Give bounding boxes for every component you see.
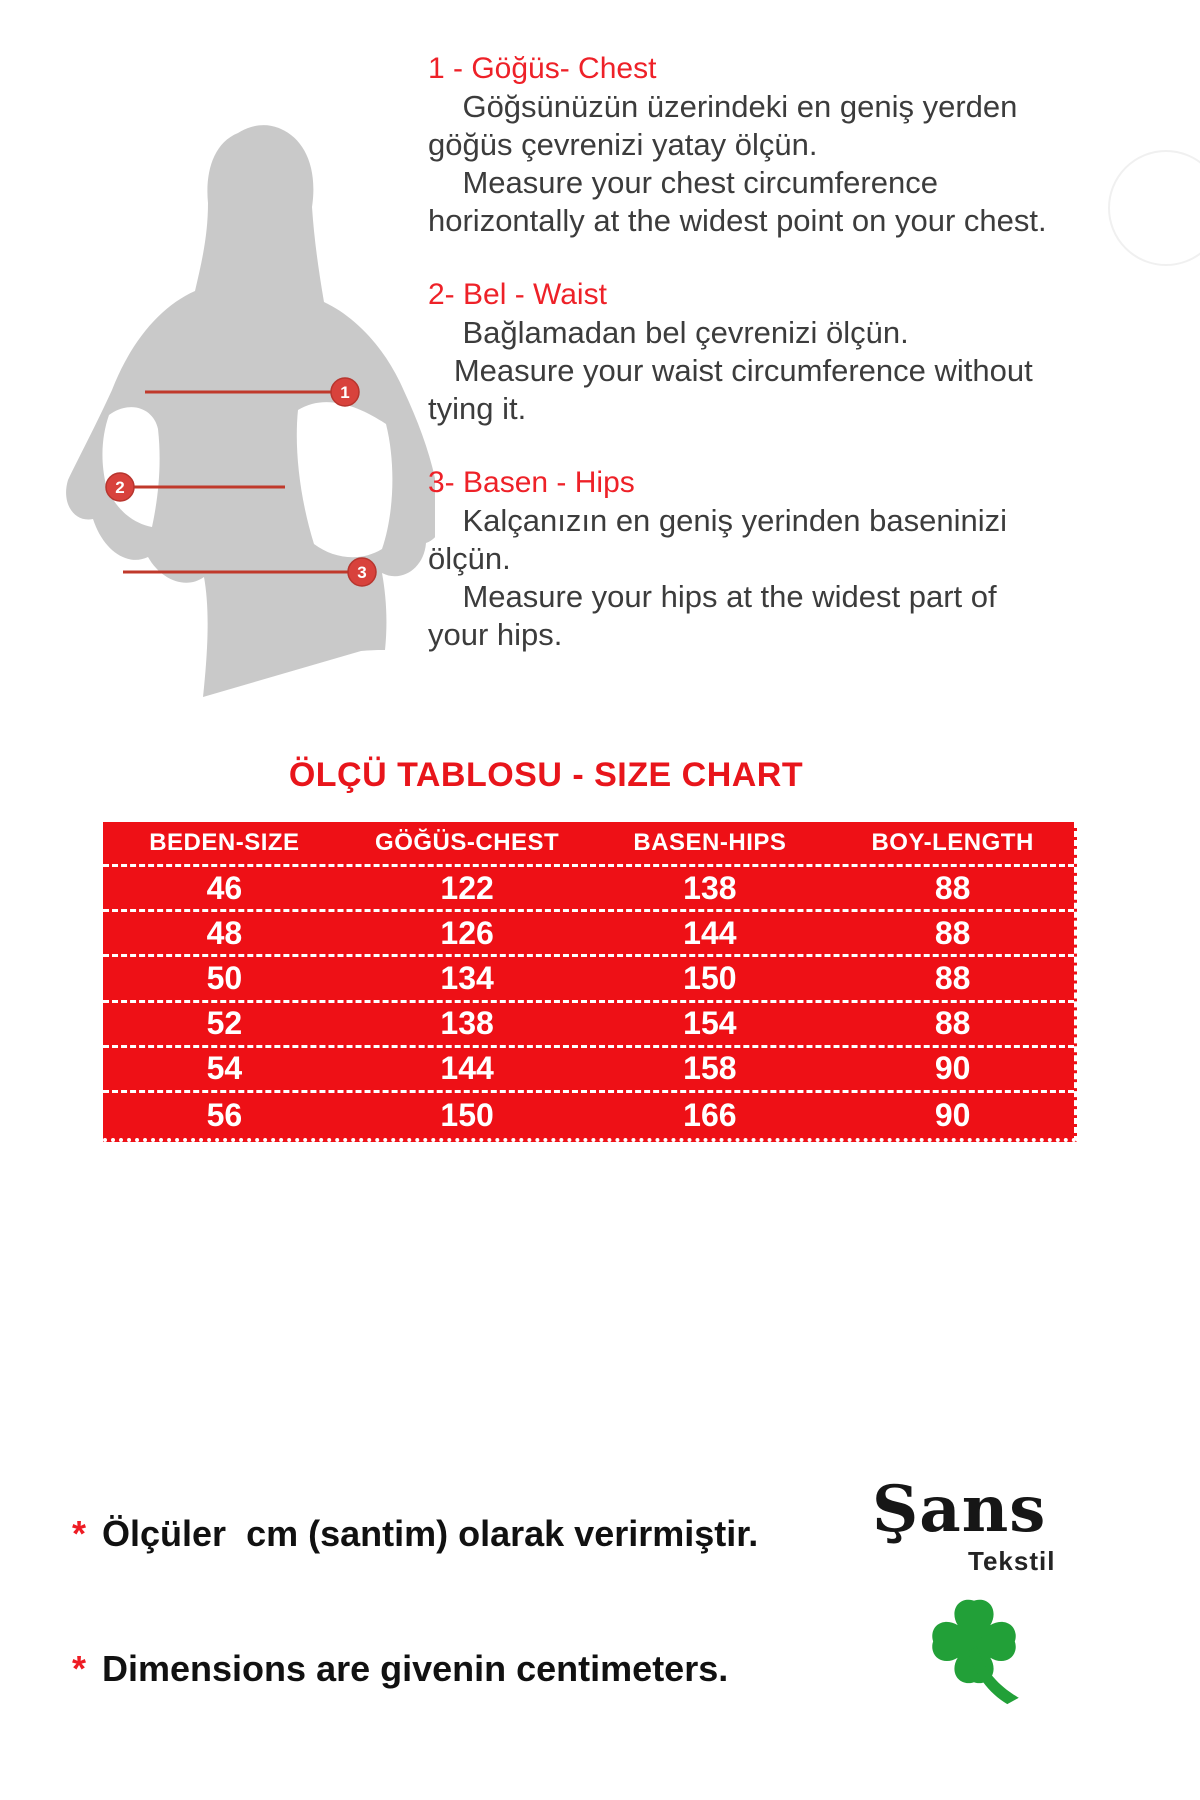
table-row <box>103 912 1074 957</box>
header-cell-length: BOY-LENGTH <box>871 829 1034 857</box>
section-waist <box>428 276 1200 428</box>
section-waist-heading: 2- Bel - Waist <box>428 278 607 311</box>
cell-chest: 126 <box>440 914 494 951</box>
clover-icon <box>908 1580 1040 1708</box>
cell-chest: 150 <box>440 1096 494 1133</box>
asterisk-marker: * <box>72 1648 87 1689</box>
instruction-line: horizontally at the widest point on your chest. <box>428 203 1047 238</box>
cell-size: 50 <box>206 959 243 996</box>
instruction-line: göğüs çevrenizi yatay ölçün. <box>428 127 818 162</box>
cell-size: 56 <box>206 1096 243 1133</box>
note-text: Ölçüler cm (santim) olarak verirmiştir. <box>102 1513 759 1554</box>
table-row <box>103 957 1074 1002</box>
cell-length: 88 <box>934 914 971 951</box>
table-row <box>103 1003 1074 1048</box>
instruction-line: Measure your hips at the widest part of <box>428 579 997 614</box>
instruction-line: Kalçanızın en geniş yerinden baseninizi <box>428 503 1008 538</box>
cell-chest: 138 <box>440 1005 494 1042</box>
section-chest-heading: 1 - Göğüs- Chest <box>428 52 657 85</box>
cell-length: 88 <box>934 959 971 996</box>
cell-size: 48 <box>206 914 243 951</box>
measurement-figure <box>55 93 435 705</box>
cell-size: 54 <box>206 1050 243 1087</box>
cell-hips: 144 <box>683 914 737 951</box>
cell-length: 88 <box>934 1005 971 1042</box>
cell-size: 52 <box>206 1005 243 1042</box>
cell-hips: 150 <box>683 959 737 996</box>
instruction-line: Measure your chest circumference <box>428 165 938 200</box>
instruction-line: Bağlamadan bel çevrenizi ölçün. <box>428 315 909 350</box>
header-cell-hips: BASEN-HIPS <box>633 829 787 857</box>
brand-subtitle: Tekstil <box>968 1546 1056 1576</box>
cell-hips: 154 <box>683 1005 737 1042</box>
note-units-turkish <box>72 1513 758 1555</box>
table-row <box>103 1048 1074 1093</box>
note-units-english <box>72 1648 728 1690</box>
cell-length: 88 <box>934 869 971 906</box>
measurement-instructions <box>428 50 1200 654</box>
asterisk-marker: * <box>72 1513 87 1554</box>
header-cell-size: BEDEN-SIZE <box>149 829 300 857</box>
section-hips <box>428 464 1200 654</box>
header-cell-chest: GÖĞÜS-CHEST <box>375 829 560 857</box>
silhouette <box>66 125 435 697</box>
brand-logo <box>872 1472 1112 1728</box>
cell-hips: 166 <box>683 1096 737 1133</box>
cell-chest: 144 <box>440 1050 494 1087</box>
table-row <box>103 867 1074 912</box>
cell-length: 90 <box>934 1096 971 1133</box>
instruction-line: Measure your waist circumference without <box>428 353 1033 388</box>
note-text: Dimensions are givenin centimeters. <box>102 1648 729 1689</box>
chest-marker-number: 1 <box>340 383 350 402</box>
table-header-row <box>103 822 1074 867</box>
instruction-line: Göğsünüzün üzerindeki en geniş yerden <box>428 89 1018 124</box>
waist-marker-number: 2 <box>115 478 125 497</box>
size-chart-title: ÖLÇÜ TABLOSU - SIZE CHART <box>288 756 804 794</box>
cell-hips: 138 <box>683 869 737 906</box>
instruction-line: ölçün. <box>428 541 511 576</box>
cell-chest: 122 <box>440 869 494 906</box>
section-chest <box>428 50 1200 240</box>
table-row <box>103 1093 1074 1138</box>
brand-name: Şans <box>872 1472 1047 1547</box>
size-chart-table <box>103 822 1077 1142</box>
instruction-line: your hips. <box>428 617 563 652</box>
cell-size: 46 <box>206 869 243 906</box>
hips-marker-number: 3 <box>357 563 367 582</box>
instruction-line: tying it. <box>428 391 527 426</box>
section-hips-heading: 3- Basen - Hips <box>428 466 635 499</box>
cell-length: 90 <box>934 1050 971 1087</box>
cell-chest: 134 <box>440 959 494 996</box>
cell-hips: 158 <box>683 1050 737 1087</box>
